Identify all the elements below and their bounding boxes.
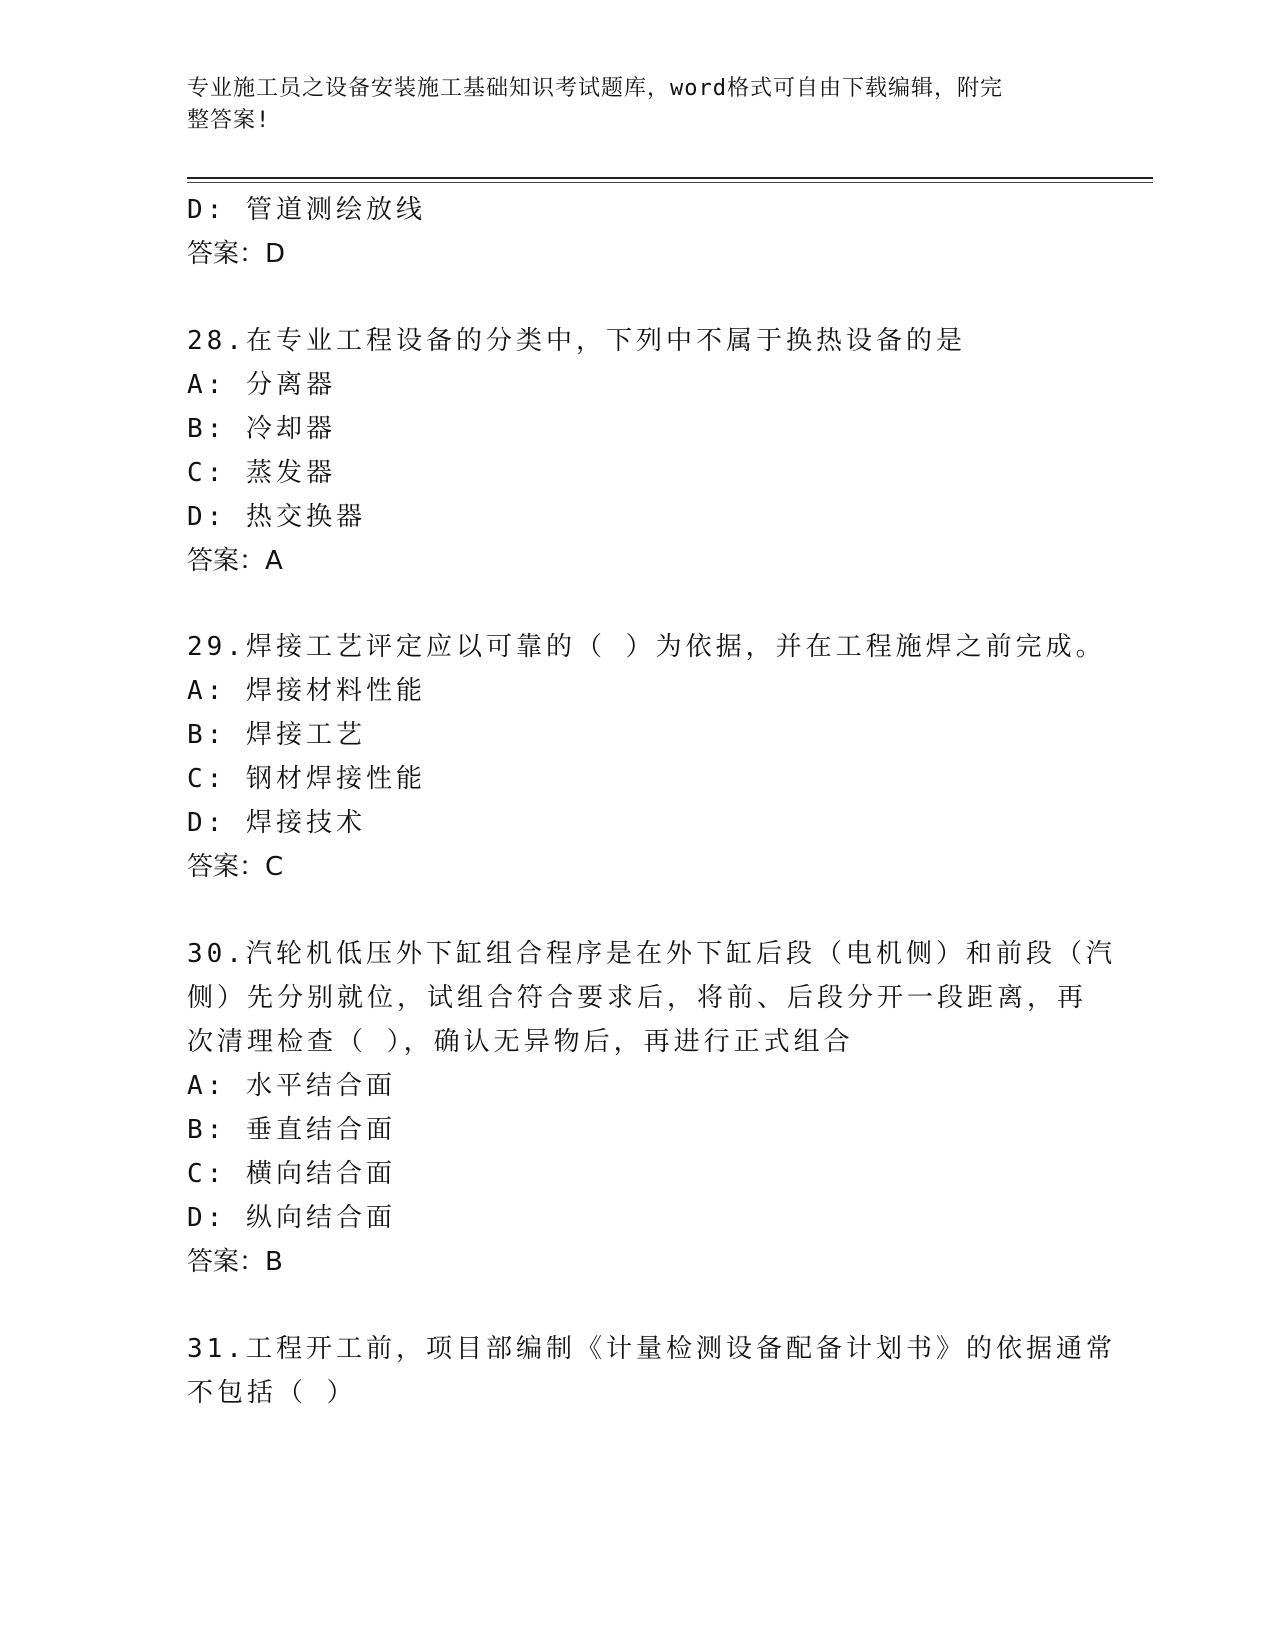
q30-stem-line-2: 侧）先分别就位，试组合符合要求后，将前、后段分开一段距离，再 — [187, 983, 1088, 1013]
q28-answer: 答案：A — [187, 546, 283, 576]
header-divider-thick — [187, 177, 1153, 179]
q28-option-b: B: 冷却器 — [187, 414, 336, 444]
header-divider-thin — [187, 182, 1153, 183]
q29-option-d: D: 焊接技术 — [187, 808, 366, 838]
q30-stem-line-3: 次清理检查（ ），确认无异物后，再进行正式组合 — [187, 1027, 854, 1057]
q30-option-d: D: 纵向结合面 — [187, 1203, 396, 1233]
header-line-2: 整答案! — [187, 108, 271, 133]
q29-answer: 答案：C — [187, 852, 284, 882]
q30-option-a: A: 水平结合面 — [187, 1071, 396, 1101]
q28-option-c: C: 蒸发器 — [187, 458, 336, 488]
q27-option-d: D: 管道测绘放线 — [187, 195, 426, 225]
q28-stem: 28.在专业工程设备的分类中，下列中不属于换热设备的是 — [187, 326, 966, 356]
header-line-1: 专业施工员之设备安装施工基础知识考试题库，word格式可自由下载编辑，附完 — [187, 76, 1003, 101]
q29-option-b: B: 焊接工艺 — [187, 720, 366, 750]
q31-stem-line-1: 31.工程开工前，项目部编制《计量检测设备配备计划书》的依据通常 — [187, 1334, 1116, 1364]
q29-stem: 29.焊接工艺评定应以可靠的（ ）为依据，并在工程施焊之前完成。 — [187, 632, 1106, 662]
q30-answer: 答案：B — [187, 1247, 283, 1277]
q28-option-d: D: 热交换器 — [187, 502, 366, 532]
q31-stem-line-2: 不包括（ ） — [187, 1378, 357, 1408]
document-header — [187, 73, 1067, 137]
q27-answer: 答案：D — [187, 239, 286, 269]
q29-option-a: A: 焊接材料性能 — [187, 676, 426, 706]
q30-option-c: C: 横向结合面 — [187, 1159, 396, 1189]
q29-option-c: C: 钢材焊接性能 — [187, 764, 426, 794]
q28-option-a: A: 分离器 — [187, 370, 336, 400]
q30-option-b: B: 垂直结合面 — [187, 1115, 396, 1145]
q30-stem-line-1: 30.汽轮机低压外下缸组合程序是在外下缸后段（电机侧）和前段（汽 — [187, 939, 1116, 969]
